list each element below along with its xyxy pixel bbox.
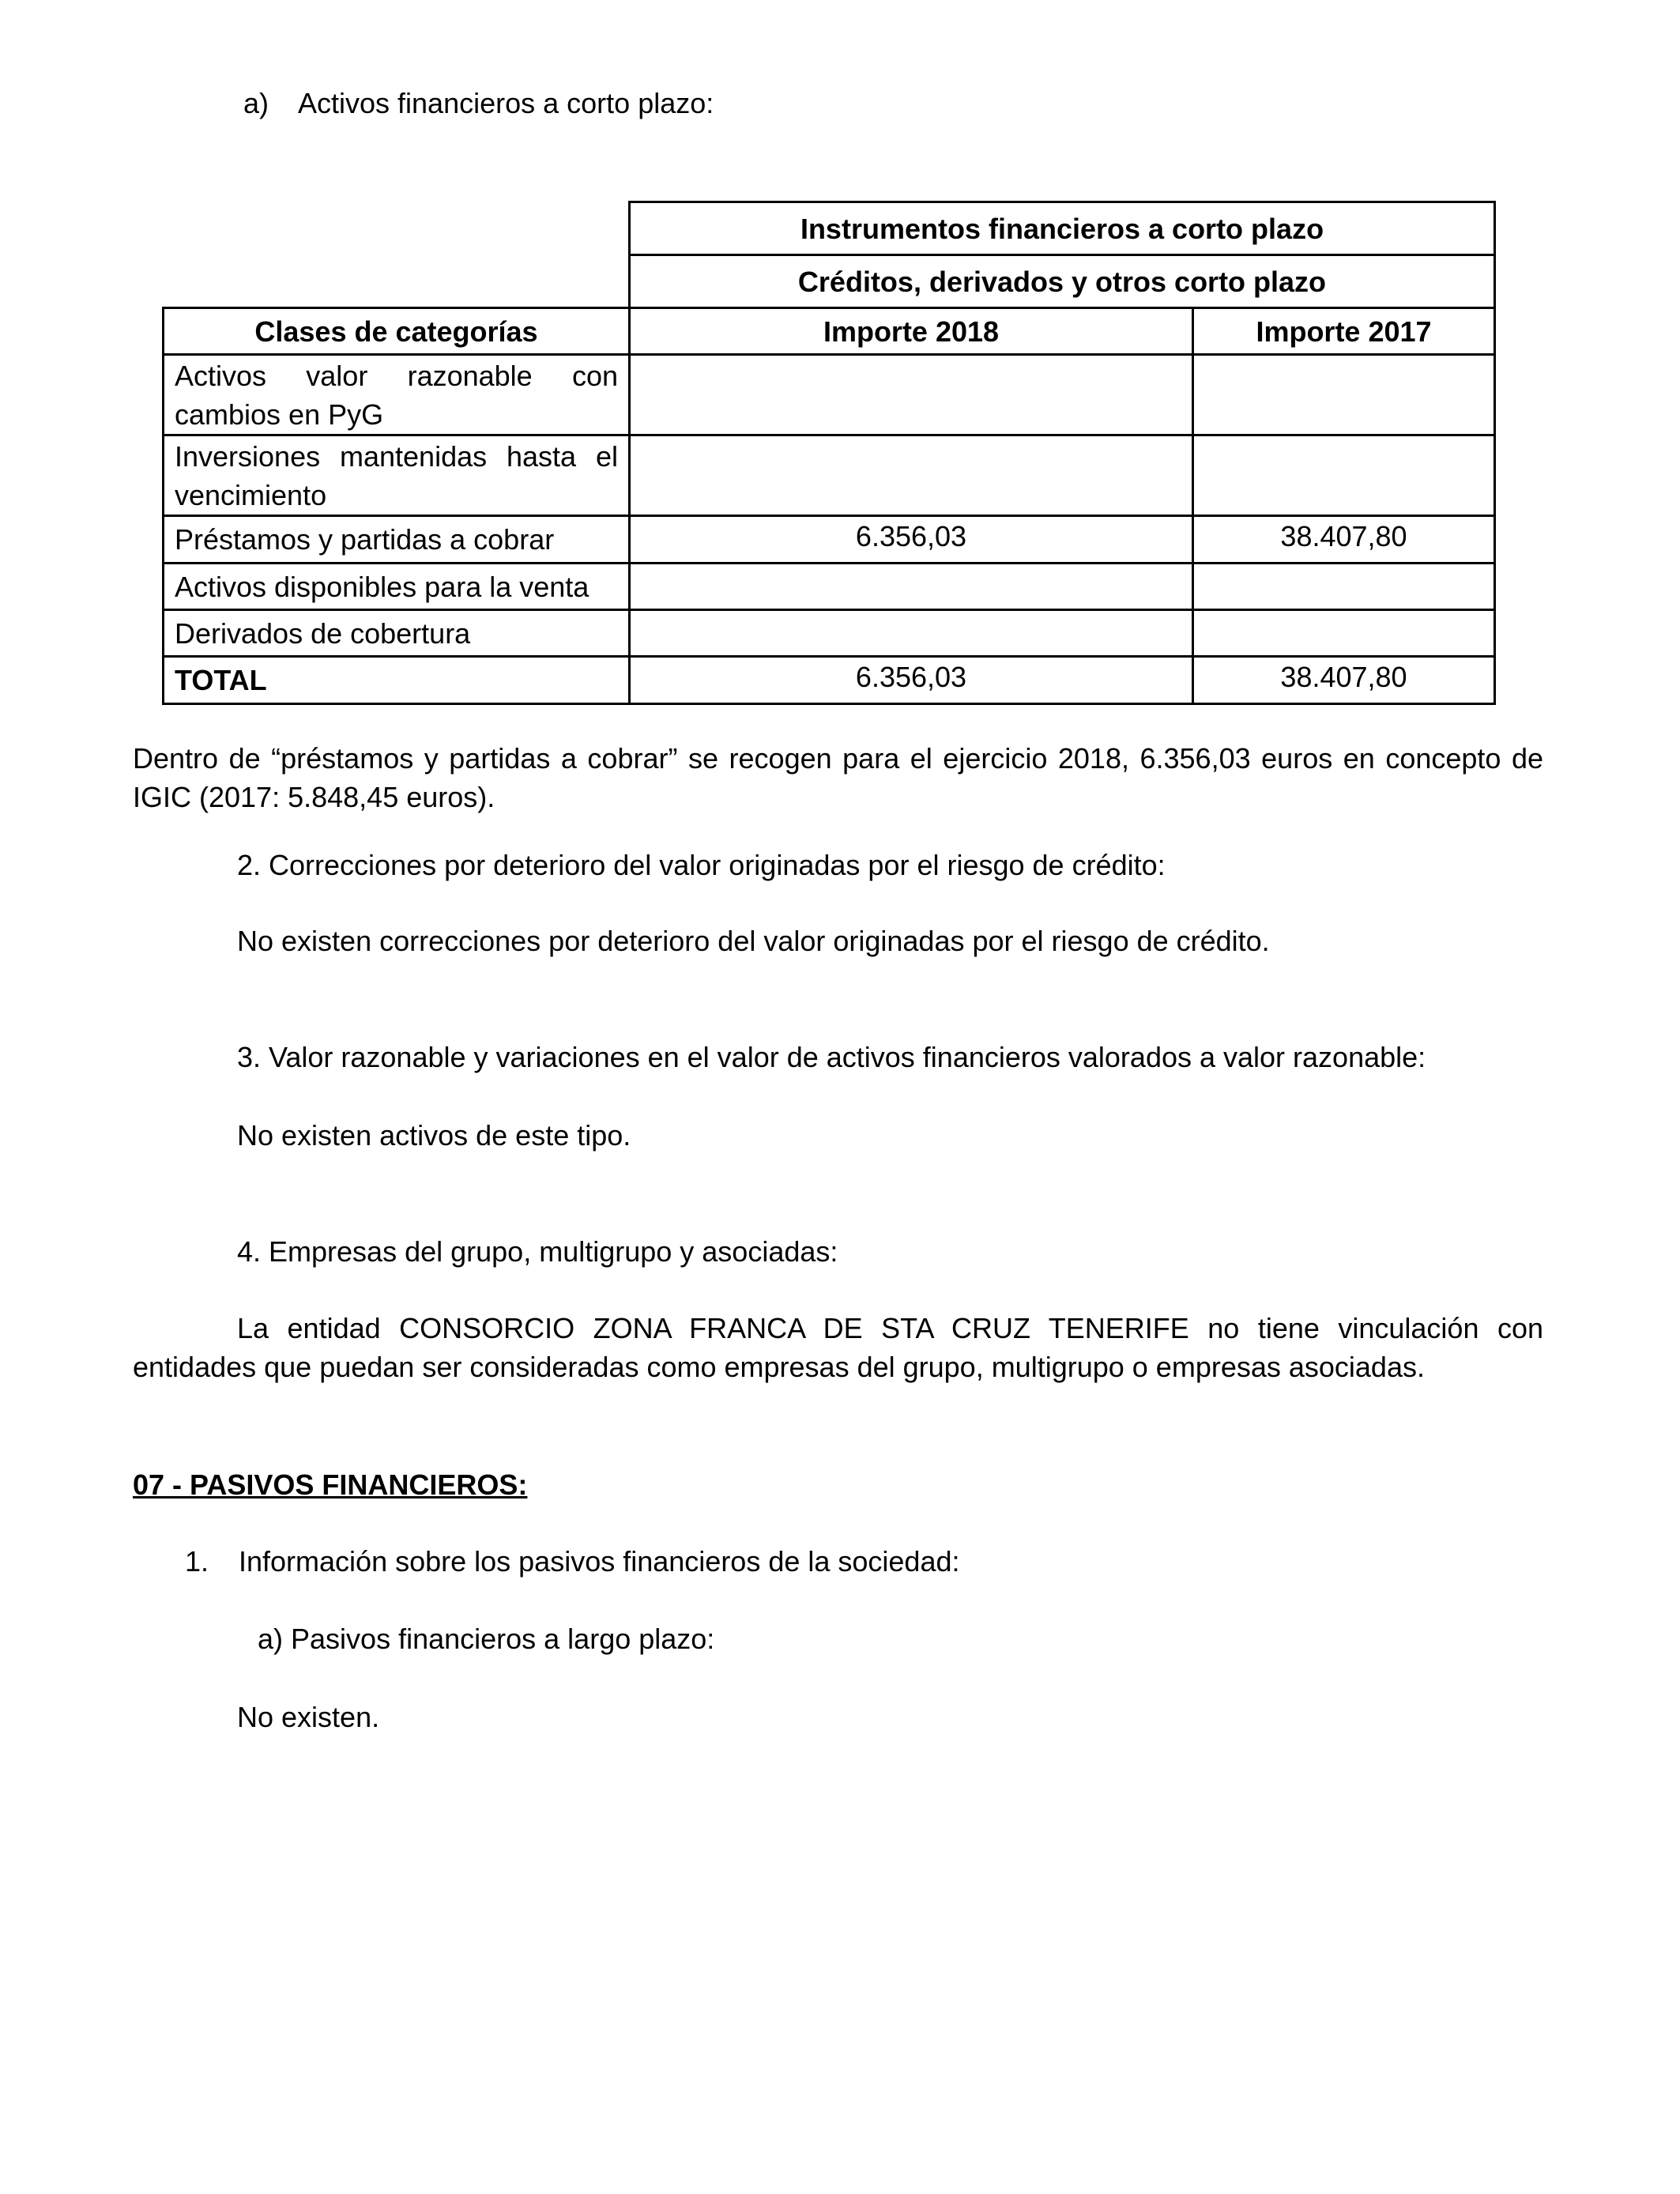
table-cell-2018	[630, 564, 1193, 610]
table-header-class: Clases de categorías	[164, 308, 630, 355]
table-row-label: Préstamos y partidas a cobrar	[164, 516, 630, 564]
table-cell-2017	[1193, 355, 1495, 435]
table-cell-2017: 38.407,80	[1193, 516, 1495, 564]
table-row-label: Activos disponibles para la venta	[164, 564, 630, 610]
table-cell-2018	[630, 435, 1193, 516]
table-cell-2018	[630, 610, 1193, 657]
section-4-body: La entidad CONSORCIO ZONA FRANCA DE STA CRUZ TENERIFE no tiene vinculación con entidades que puedan ser consideradas como empresas del grupo, multigrupo o empresas asociadas.	[133, 1312, 1543, 1383]
table-header-group: Instrumentos financieros a corto plazo	[630, 202, 1495, 255]
table-row	[164, 435, 1495, 516]
section-2-heading: 2. Correcciones por deterioro del valor originadas por el riesgo de crédito:	[237, 849, 1166, 881]
table-row	[164, 610, 1495, 657]
table-header-2017: Importe 2017	[1193, 308, 1495, 355]
table-row-label: Activos valor razonable con cambios en PyG	[164, 355, 630, 435]
table-total-row	[164, 657, 1495, 704]
section-07-heading: 07 - PASIVOS FINANCIEROS:	[133, 1468, 528, 1501]
section-07-item-number: 1.	[185, 1545, 209, 1578]
table-row-label: Derivados de cobertura	[164, 610, 630, 657]
table-total-2017: 38.407,80	[1193, 657, 1495, 704]
table-total-label: TOTAL	[164, 657, 630, 704]
table-header-subgroup: Créditos, derivados y otros corto plazo	[630, 255, 1495, 308]
short-term-assets-table	[162, 201, 1496, 705]
section-07-item-text: Información sobre los pasivos financieros de la sociedad:	[239, 1545, 960, 1578]
table-cell-2017	[1193, 564, 1495, 610]
table-header-2018: Importe 2018	[630, 308, 1193, 355]
section-07-sub-heading: a) Pasivos financieros a largo plazo:	[258, 1623, 715, 1655]
table-total-2018: 6.356,03	[630, 657, 1193, 704]
table-cell-2017	[1193, 435, 1495, 516]
section-4-heading: 4. Empresas del grupo, multigrupo y asociadas:	[237, 1235, 838, 1268]
table-cell-2017	[1193, 610, 1495, 657]
section-07-sub-body: No existen.	[237, 1701, 380, 1733]
section-3-heading: 3. Valor razonable y variaciones en el valor de activos financieros valorados a valor razonable:	[237, 1041, 1426, 1073]
table-row-label: Inversiones mantenidas hasta el vencimiento	[164, 435, 630, 516]
table-row	[164, 355, 1495, 435]
table-blank-corner	[164, 202, 630, 255]
paragraph-dentro: Dentro de “préstamos y partidas a cobrar” se recogen para el ejercicio 2018, 6.356,03 euros en concepto de IGIC (2017: 5.848,45 euros).	[133, 742, 1543, 813]
section-3-body: No existen activos de este tipo.	[237, 1119, 631, 1152]
section-a-title: Activos financieros a corto plazo:	[298, 87, 714, 119]
table-cell-2018: 6.356,03	[630, 516, 1193, 564]
table-row	[164, 516, 1495, 564]
table-row	[164, 564, 1495, 610]
section-a-marker: a)	[243, 87, 269, 119]
table-cell-2018	[630, 355, 1193, 435]
section-2-body: No existen correcciones por deterioro del valor originadas por el riesgo de crédito.	[237, 925, 1270, 957]
